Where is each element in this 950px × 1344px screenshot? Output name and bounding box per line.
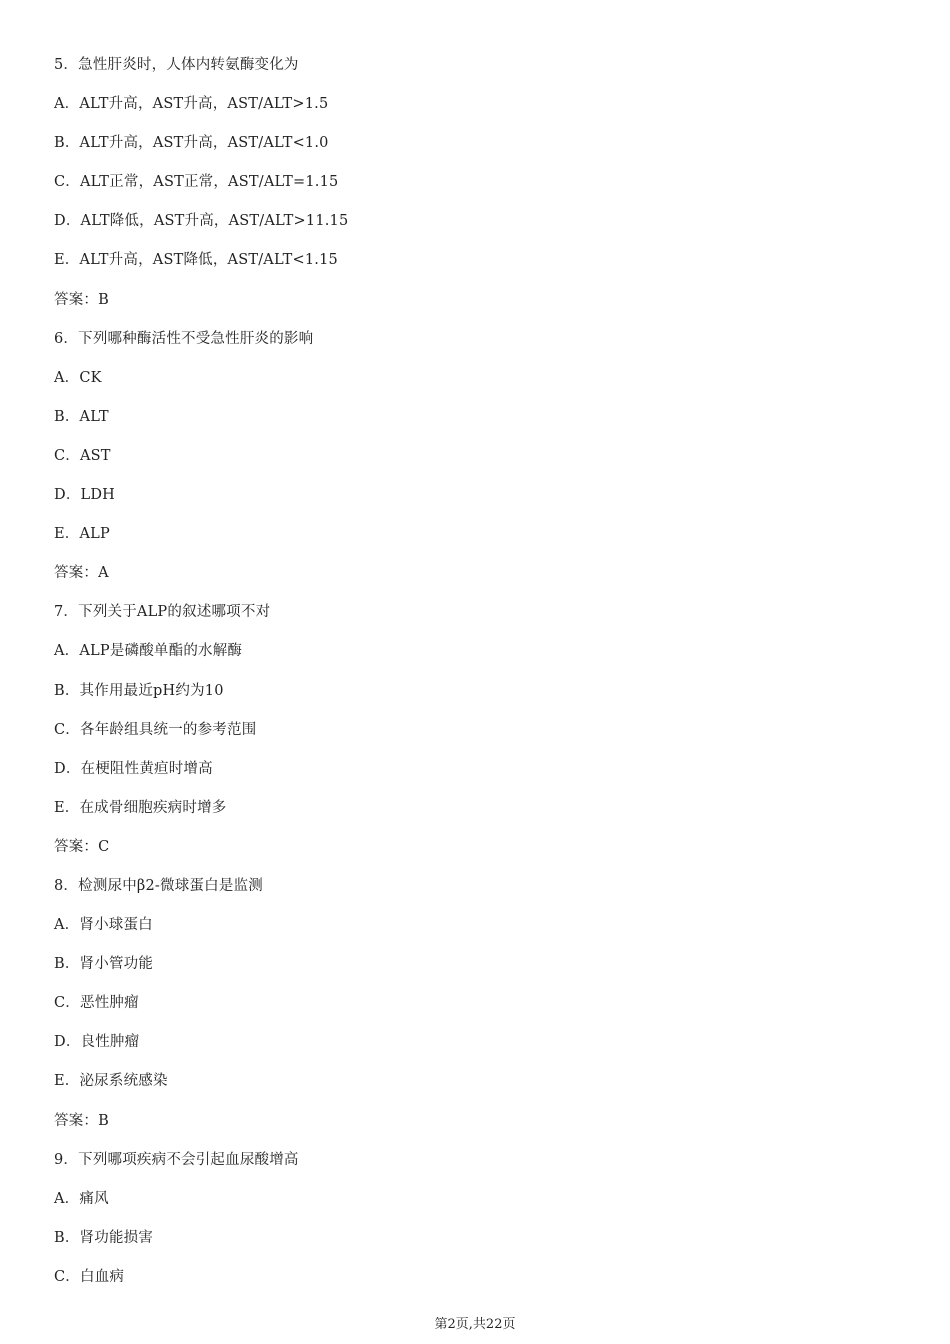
question-6-option-d: D．LDH bbox=[54, 487, 116, 504]
question-8-option-d: D．良性肿瘤 bbox=[54, 1034, 140, 1051]
question-5-stem: 5．急性肝炎时，人体内转氨酶变化为 bbox=[54, 57, 299, 73]
question-7-option-b: B．其作用最近pH约为10 bbox=[54, 682, 224, 699]
question-5-answer: 答案：B bbox=[54, 291, 109, 308]
question-7-option-c: C．各年龄组具统一的参考范围 bbox=[54, 721, 257, 738]
question-7-answer: 答案：C bbox=[54, 838, 110, 855]
document-body bbox=[54, 54, 904, 1305]
question-9-option-a: A．痛风 bbox=[54, 1190, 109, 1207]
question-7-option-e: E．在成骨细胞疾病时增多 bbox=[54, 799, 227, 816]
question-8-option-c: C．恶性肿瘤 bbox=[54, 995, 139, 1012]
question-5-option-d: D．ALT降低，AST升高，AST/ALT>11.15 bbox=[54, 213, 349, 230]
question-6-option-c: C．AST bbox=[54, 447, 111, 464]
question-9-option-b: B．肾功能损害 bbox=[54, 1229, 154, 1246]
question-8-stem: 8．检测尿中β2-微球蛋白是监测 bbox=[54, 877, 263, 894]
question-5-option-e: E．ALT升高，AST降低，AST/ALT<1.15 bbox=[54, 252, 338, 269]
question-5-option-c: C．ALT正常，AST正常，AST/ALT=1.15 bbox=[54, 174, 339, 191]
question-5-option-a: A．ALT升高，AST升高，AST/ALT>1.5 bbox=[54, 96, 329, 113]
question-8-answer: 答案：B bbox=[54, 1112, 109, 1129]
question-6-option-a: A．CK bbox=[54, 369, 102, 386]
page-number-footer: 第2页,共22页 bbox=[434, 1317, 516, 1332]
question-7-option-a: A．ALP是磷酸单酯的水解酶 bbox=[54, 643, 243, 660]
question-5-option-b: B．ALT升高，AST升高，AST/ALT<1.0 bbox=[54, 135, 329, 152]
question-8-option-b: B．肾小管功能 bbox=[54, 956, 154, 973]
question-6-option-b: B．ALT bbox=[54, 408, 109, 425]
question-6-answer: 答案：A bbox=[54, 565, 109, 582]
question-8-option-a: A．肾小球蛋白 bbox=[54, 917, 153, 934]
question-6-option-e: E．ALP bbox=[54, 526, 110, 543]
question-6-stem: 6．下列哪种酶活性不受急性肝炎的影响 bbox=[54, 330, 314, 347]
question-7-stem: 7．下列关于ALP的叙述哪项不对 bbox=[54, 604, 271, 621]
question-9-option-c: C．白血病 bbox=[54, 1268, 125, 1285]
question-8-option-e: E．泌尿系统感染 bbox=[54, 1073, 168, 1090]
question-9-stem: 9．下列哪项疾病不会引起血尿酸增高 bbox=[54, 1151, 299, 1168]
question-7-option-d: D．在梗阻性黄疸时增高 bbox=[54, 760, 213, 777]
